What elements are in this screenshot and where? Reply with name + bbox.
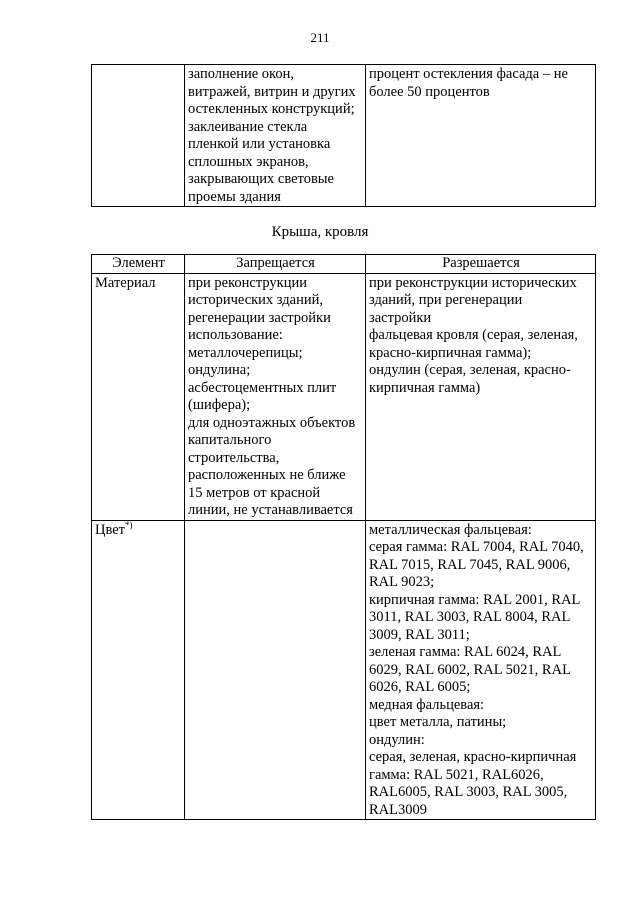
element-cell [92, 520, 185, 820]
footnote-mark: *) [125, 519, 133, 530]
table-header-row [92, 255, 596, 274]
element-text: Цвет [95, 521, 126, 538]
allowed-cell [366, 273, 596, 520]
page-number: 211 [310, 30, 330, 45]
allowed-text: металлическая фальцевая: серая гамма: RAL 7004, RAL 7040, RAL 7015, RAL 7045, RAL 9006, RAL 9023; кирпичная гамма: RAL 2001, RAL 3011, RAL 3003, RAL 8004, RAL 3009, RAL 3011; зеленая гамма: RAL 6024, RAL 6029, RAL 6002, RAL 5021, RAL 6026, RAL 6005; медная фальцевая: цвет металла, патины; ондулин: серая, зеленая, красно-кирпичная гамма: RAL 5021, RAL6026, RAL6005, RAL 3003, RAL 3005, RAL3009 [369, 521, 584, 818]
allowed-text: при реконструкции исторических зданий, при регенерации застройки фальцевая кровля (серая, зеленая, красно-кирпичная гамма); ондулин (серая, зеленая, красно- кирпичная гамма) [369, 274, 578, 396]
facade-glazing-table [91, 64, 596, 207]
table-row [92, 65, 596, 207]
forbidden-cell [185, 520, 366, 820]
section-title: Крыша, кровля [271, 224, 369, 240]
header-element: Элемент [92, 255, 185, 274]
element-cell [92, 273, 185, 520]
roof-table [91, 254, 596, 820]
element-text: Материал [95, 274, 156, 291]
element-cell [92, 65, 185, 207]
table-row [92, 273, 596, 520]
allowed-cell [366, 65, 596, 207]
allowed-text: процент остекления фасада – не более 50 процентов [369, 66, 568, 100]
forbidden-text: заполнение окон, витражей, витрин и других остекленных конструкций; заклеивание стекла пленкой или установка сплошных экранов, закрывающих световые проемы здания [188, 66, 356, 205]
forbidden-cell [185, 273, 366, 520]
header-forbidden: Запрещается [185, 255, 366, 274]
header-allowed: Разрешается [366, 255, 596, 274]
forbidden-text: при реконструкции исторических зданий, регенерации застройки использование: металлочерепицы; ондулина; асбестоцементных плит (шифера); для одноэтажных объектов капитального строительства, расположенных не ближе 15 метров от красной линии, не устанавливается [188, 274, 356, 518]
table-row [92, 520, 596, 820]
allowed-cell [366, 520, 596, 820]
forbidden-cell [185, 65, 366, 207]
